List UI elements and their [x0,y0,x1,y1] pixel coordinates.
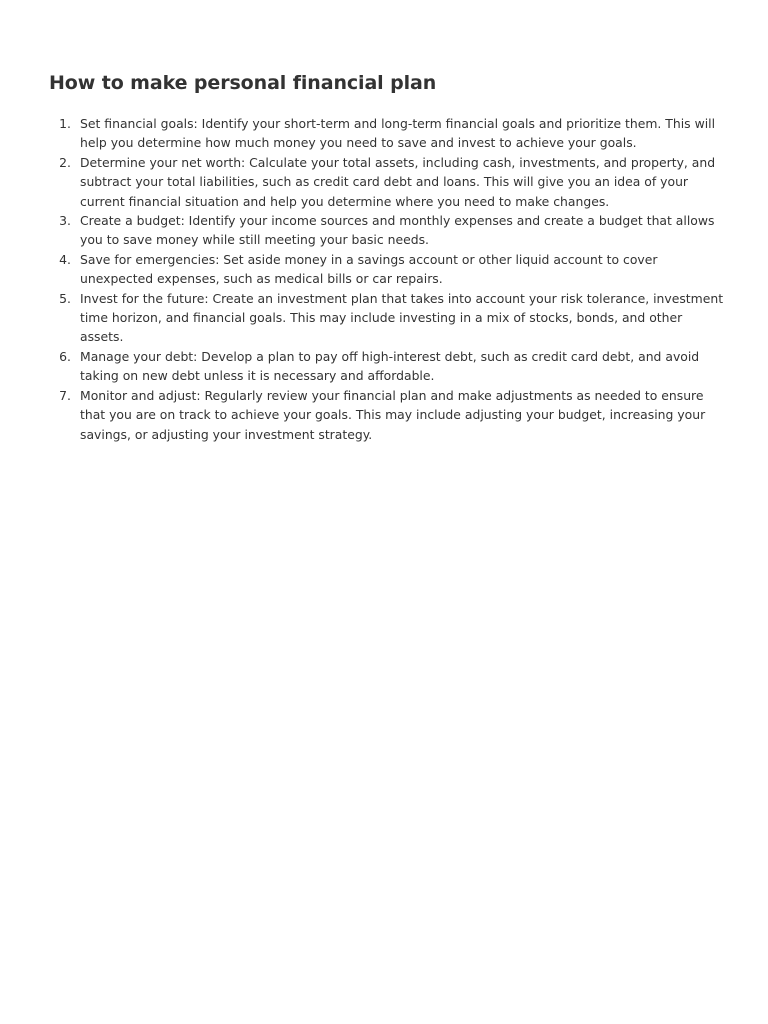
list-item: Save for emergencies: Set aside money in a savings account or other liquid account to cover unexpected expenses, such as medical bills or car repairs. [80,251,658,287]
list-item: Create a budget: Identify your income sources and monthly expenses and create a budget that allows you to save money while still meeting your basic needs. [80,213,715,248]
list-item: Invest for the future: Create an investment plan that takes into account your risk tolerance, investment time horizon, and financial goals. This may include investing in a mix of stocks, bonds, and other assets. [80,290,724,345]
list-item: Monitor and adjust: Regularly review your financial plan and make adjustments as needed to ensure that you are on track to achieve your goals. This may include adjusting your budget, increasing your savings, or adjusting your investment strategy. [80,387,706,442]
document-title: How to make personal financial plan [49,72,437,94]
list-item: Determine your net worth: Calculate your total assets, including cash, investments, and property, and subtract your total liabilities, such as credit card debt and loans. This will give you an idea of your current financial situation and help you determine where you need to make changes. [80,154,716,209]
list-item: Set financial goals: Identify your short-term and long-term financial goals and prioritize them. This will help you determine how much money you need to save and invest to achieve your goals. [80,116,716,151]
steps-list [49,114,724,444]
list-item: Manage your debt: Develop a plan to pay off high-interest debt, such as credit card debt, and avoid taking on new debt unless it is necessary and affordable. [80,348,700,384]
